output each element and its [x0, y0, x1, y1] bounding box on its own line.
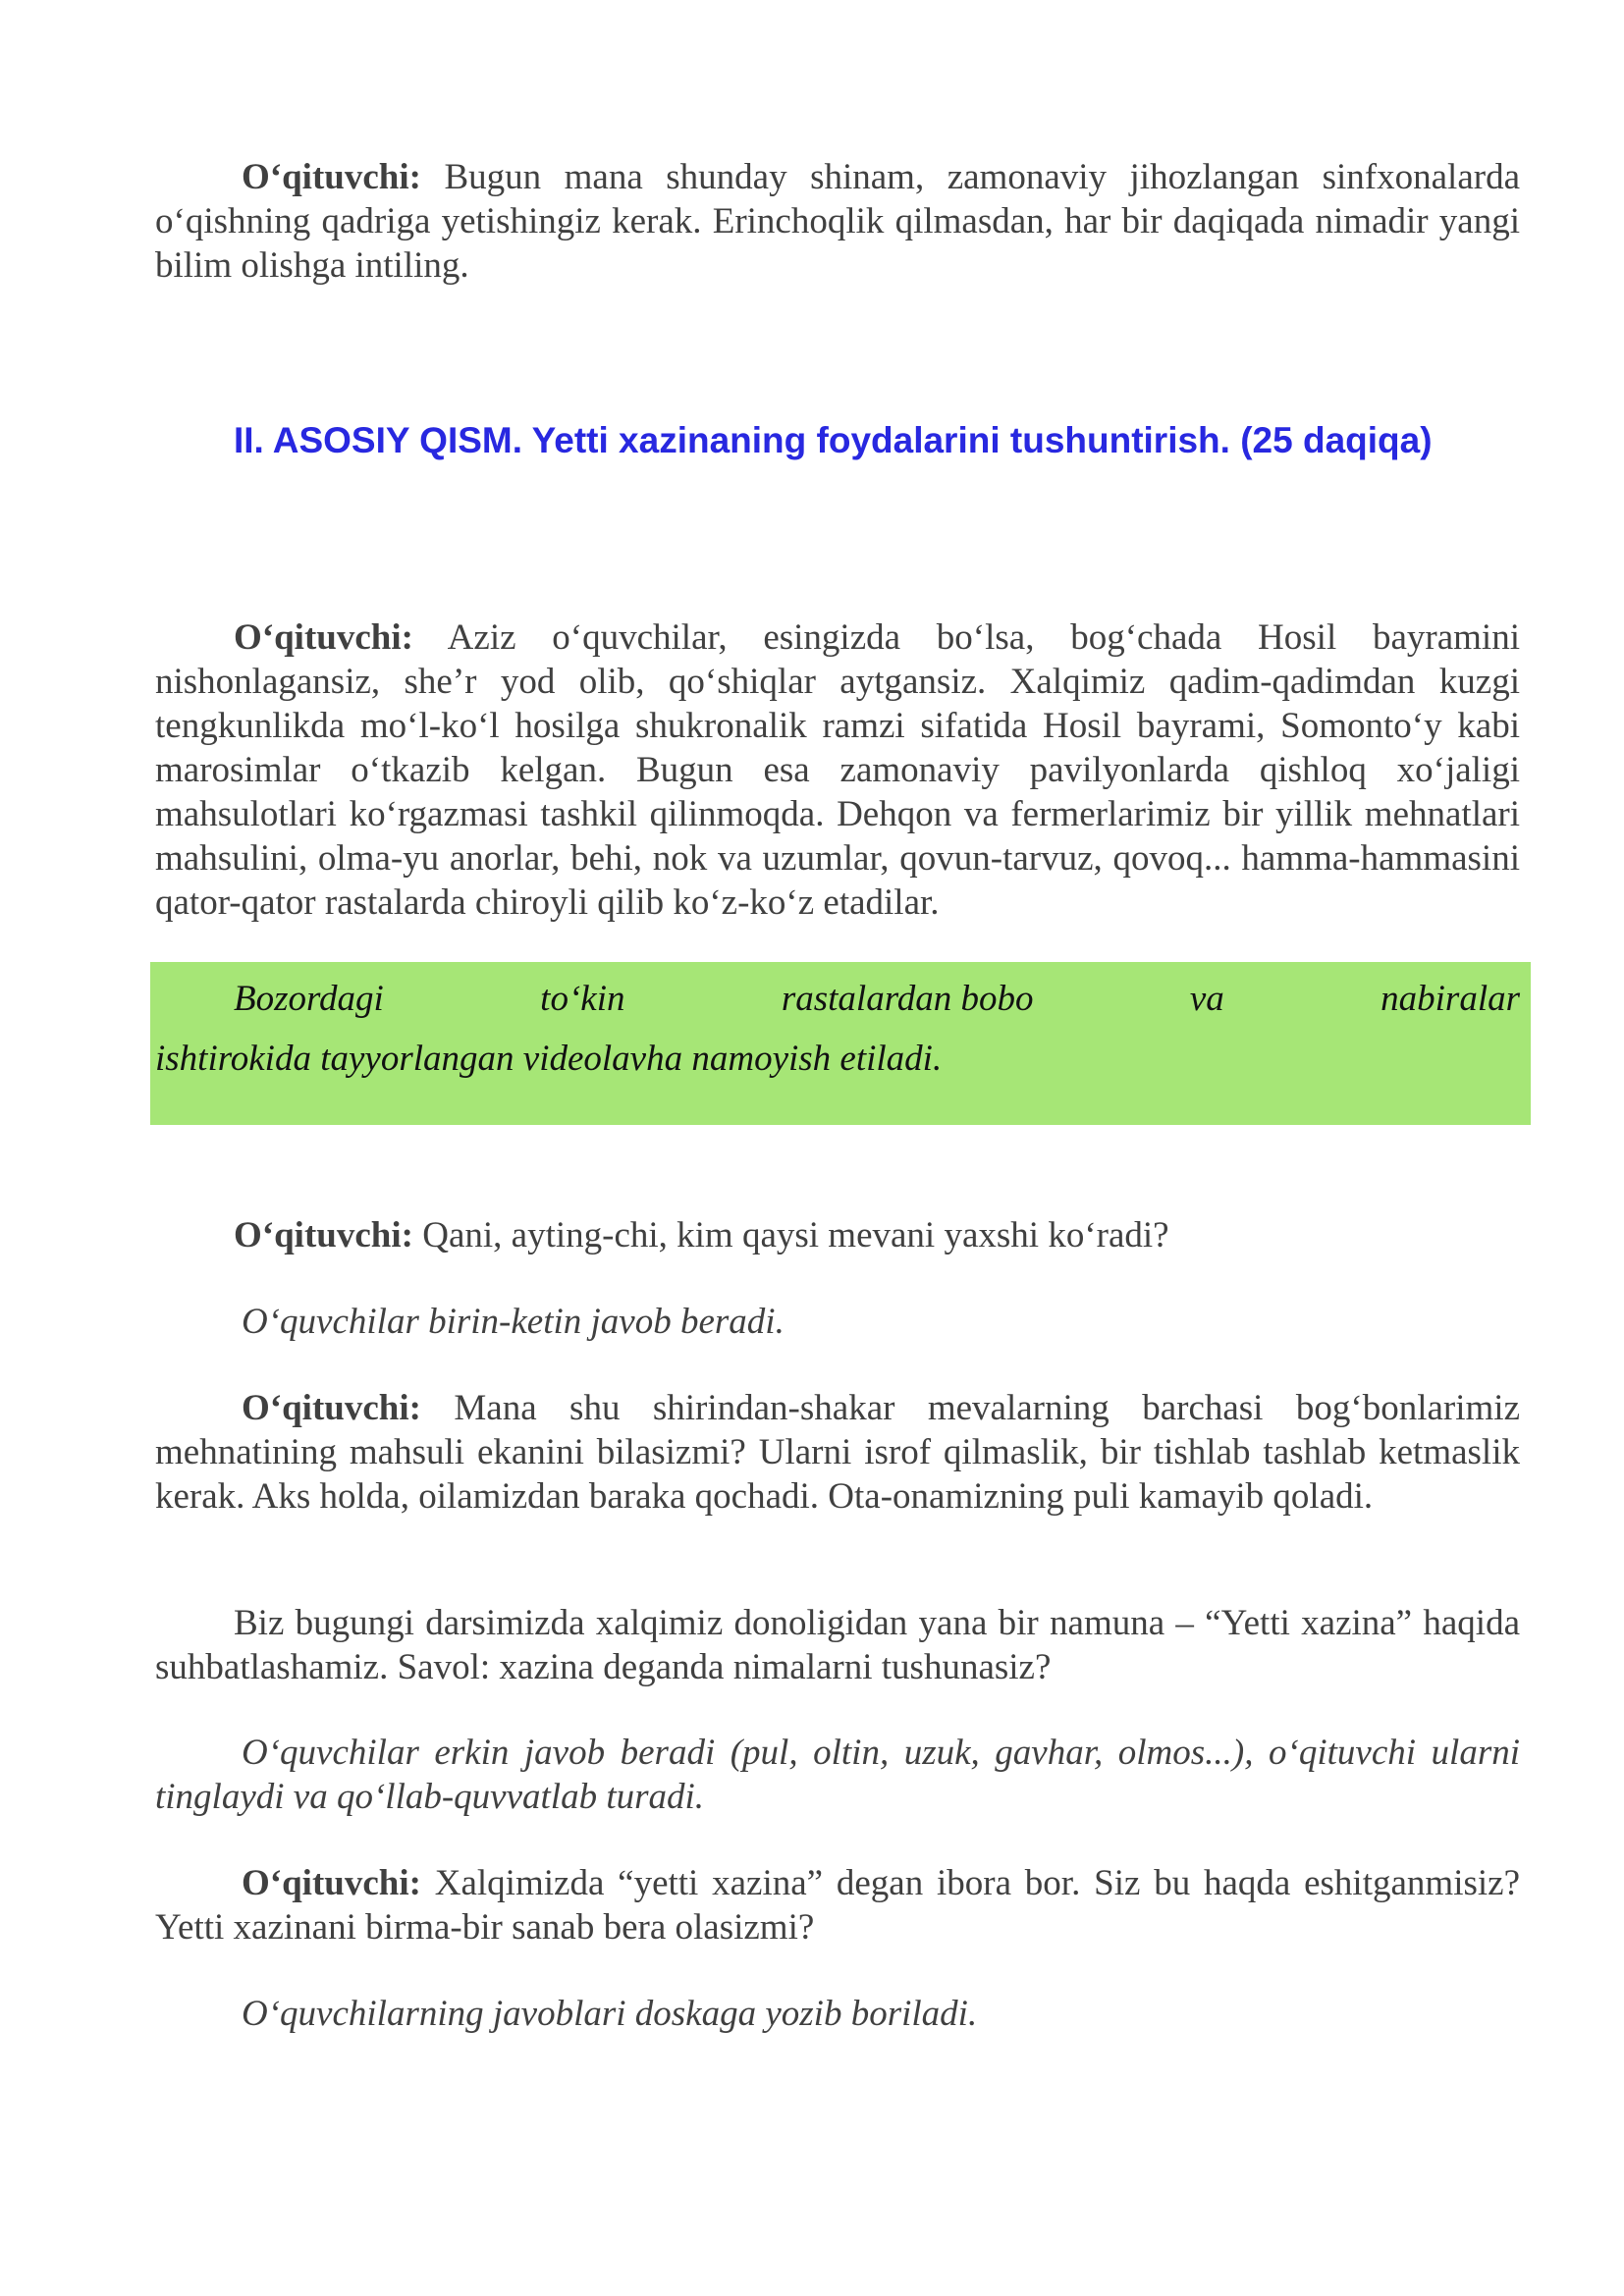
student-note-2	[155, 1731, 1520, 1819]
teacher-paragraph-2	[155, 1213, 1520, 1257]
paragraph-text: Biz bugungi darsimizda xalqimiz donoligidan yana bir namuna – “Yetti xazina” haqida suhbatlashamiz. Savol: xazina deganda nimalarni tushunasiz?	[155, 1603, 1520, 1687]
section-heading: II. ASOSIY QISM. Yetti xazinaning foydalarini tushuntirish. (25 daqiqa)	[234, 420, 1433, 460]
note-text: O‘quvchilar erkin javob beradi (pul, oltin, uzuk, gavhar, olmos...), o‘qituvchi ularni tinglaydi va qo‘llab-quvvatlab turadi.	[155, 1733, 1520, 1817]
highlight-word: va	[1189, 979, 1224, 1019]
highlight-word: rastalardan bobo	[781, 979, 1034, 1019]
highlight-line-2: ishtirokida tayyorlangan videolavha namoyish etiladi.	[155, 1039, 943, 1079]
teacher-paragraph-1	[155, 615, 1520, 925]
paragraph-text: Aziz o‘quvchilar, esingizda bo‘lsa, bog‘chada Hosil bayramini nishonlagansiz, she’r yod olib, qo‘shiqlar aytgansiz. Xalqimiz qadim-qadimdan kuzgi tengkunlikda mo‘l-ko‘l hosilga shukronalik ramzi sifatida Hosil bayrami, Somonto‘y kabi marosimlar o‘tkazib kelgan. Bugun esa zamonaviy pavilyonlarda qishloq xo‘jaligi mahsulotlari ko‘rgazmasi tashkil qilinmoqda. Dehqon va fermerlarimiz bir yillik mehnatlari mahsulini, olma-yu anorlar, behi, nok va uzumlar, qovun-tarvuz, qovoq... hamma-hammasini qator-qator rastalarda chiroyli qilib ko‘z-ko‘z etadilar.	[155, 617, 1520, 923]
teacher-paragraph-5	[155, 1861, 1520, 1949]
speaker-label: O‘qituvchi:	[234, 617, 413, 658]
paragraph-text: Qani, ayting-chi, kim qaysi mevani yaxshi ko‘radi?	[412, 1215, 1169, 1255]
teacher-paragraph-4	[155, 1601, 1520, 1689]
note-text: O‘quvchilarning javoblari doskaga yozib boriladi.	[242, 1994, 978, 2034]
highlight-word: Bozordagi	[234, 979, 384, 1019]
speaker-label: O‘qituvchi:	[234, 1215, 413, 1255]
intro-paragraph	[155, 155, 1520, 288]
student-note-1	[155, 1300, 1520, 1344]
speaker-label: O‘qituvchi:	[242, 1388, 421, 1428]
paragraph-text: Xalqimizda “yetti xazina” degan ibora bor. Siz bu haqda eshitganmisiz? Yetti xazinani birma-bir sanab bera olasizmi?	[155, 1863, 1520, 1948]
highlight-word: nabiralar	[1380, 979, 1520, 1019]
teacher-paragraph-3	[155, 1386, 1520, 1519]
speaker-label: O‘qituvchi:	[242, 1863, 421, 1903]
student-note-3	[155, 1992, 1520, 2036]
paragraph-text: Mana shu shirindan-shakar mevalarning barchasi bog‘bonlarimiz mehnatining mahsuli ekanini bilasizmi? Ularni isrof qilmaslik, bir tishlab tashlab ketmaslik kerak. Aks holda, oilamizdan baraka qochadi. Ota-onamizning puli kamayib qoladi.	[155, 1388, 1520, 1517]
speaker-label: O‘qituvchi:	[242, 157, 421, 197]
paragraph-text: Bugun mana shunday shinam, zamonaviy jihozlangan sinfxonalarda o‘qishning qadriga yetishingiz kerak. Erinchoqlik qilmasdan, har bir daqiqada nimadir yangi bilim olishga intiling.	[155, 157, 1520, 286]
highlight-word: to‘kin	[540, 979, 625, 1019]
note-text: O‘quvchilar birin-ketin javob beradi.	[242, 1302, 785, 1342]
highlight-line-1	[155, 978, 1520, 1020]
